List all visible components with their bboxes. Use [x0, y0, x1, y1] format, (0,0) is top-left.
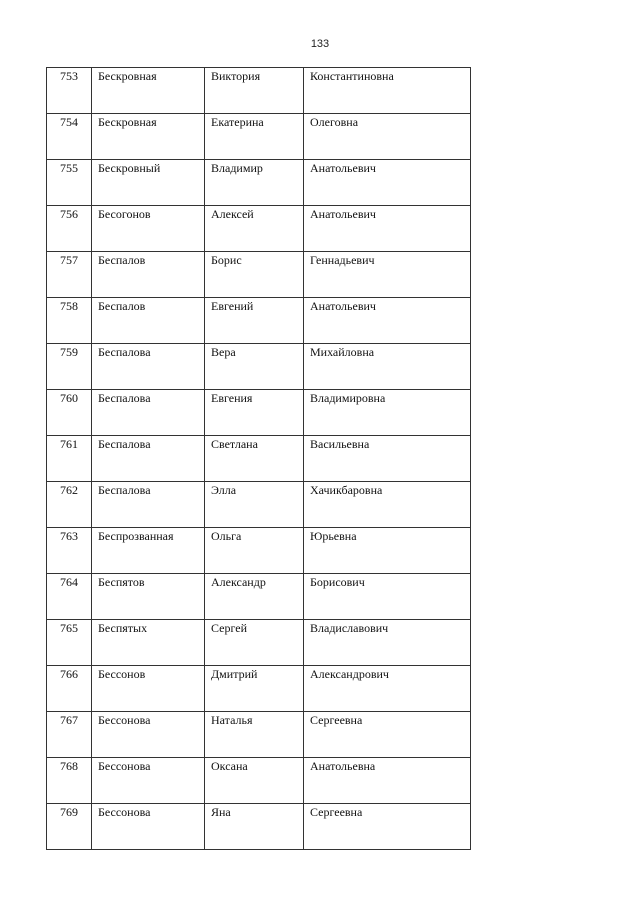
first-name-cell: Екатерина: [205, 114, 304, 160]
first-name-cell: Владимир: [205, 160, 304, 206]
row-number-cell: 768: [47, 758, 92, 804]
row-number-cell: 767: [47, 712, 92, 758]
row-number-cell: 762: [47, 482, 92, 528]
row-number-cell: 766: [47, 666, 92, 712]
table-row: [47, 114, 471, 160]
patronymic-cell: Хачикбаровна: [304, 482, 471, 528]
last-name-cell: Бессонов: [92, 666, 205, 712]
last-name-cell: Бескровный: [92, 160, 205, 206]
first-name-cell: Вера: [205, 344, 304, 390]
row-number-cell: 760: [47, 390, 92, 436]
table-row: [47, 620, 471, 666]
first-name-cell: Алексей: [205, 206, 304, 252]
last-name-cell: Беспалова: [92, 344, 205, 390]
row-number-cell: 757: [47, 252, 92, 298]
page-number: 133: [310, 38, 330, 50]
row-number-cell: 769: [47, 804, 92, 850]
row-number-cell: 763: [47, 528, 92, 574]
table-row: [47, 666, 471, 712]
last-name-cell: Беспалов: [92, 252, 205, 298]
table-row: [47, 390, 471, 436]
patronymic-cell: Анатольевич: [304, 206, 471, 252]
last-name-cell: Беспалова: [92, 436, 205, 482]
table-row: [47, 436, 471, 482]
table-row: [47, 252, 471, 298]
patronymic-cell: Геннадьевич: [304, 252, 471, 298]
first-name-cell: Евгений: [205, 298, 304, 344]
patronymic-cell: Александрович: [304, 666, 471, 712]
last-name-cell: Бессонова: [92, 712, 205, 758]
table-row: [47, 344, 471, 390]
first-name-cell: Ольга: [205, 528, 304, 574]
first-name-cell: Светлана: [205, 436, 304, 482]
row-number-cell: 765: [47, 620, 92, 666]
patronymic-cell: Сергеевна: [304, 712, 471, 758]
last-name-cell: Бескровная: [92, 68, 205, 114]
row-number-cell: 753: [47, 68, 92, 114]
table-row: [47, 528, 471, 574]
patronymic-cell: Юрьевна: [304, 528, 471, 574]
table-row: [47, 758, 471, 804]
table-row: [47, 160, 471, 206]
first-name-cell: Оксана: [205, 758, 304, 804]
patronymic-cell: Анатольевна: [304, 758, 471, 804]
row-number-cell: 764: [47, 574, 92, 620]
row-number-cell: 754: [47, 114, 92, 160]
last-name-cell: Бесогонов: [92, 206, 205, 252]
last-name-cell: Беспятов: [92, 574, 205, 620]
last-name-cell: Бессонова: [92, 758, 205, 804]
table-row: [47, 298, 471, 344]
patronymic-cell: Олеговна: [304, 114, 471, 160]
roster-table-body: [47, 68, 471, 850]
table-row: [47, 482, 471, 528]
last-name-cell: Бескровная: [92, 114, 205, 160]
table-row: [47, 804, 471, 850]
row-number-cell: 756: [47, 206, 92, 252]
row-number-cell: 759: [47, 344, 92, 390]
row-number-cell: 755: [47, 160, 92, 206]
patronymic-cell: Анатольевич: [304, 160, 471, 206]
last-name-cell: Беспалова: [92, 390, 205, 436]
patronymic-cell: Сергеевна: [304, 804, 471, 850]
patronymic-cell: Васильевна: [304, 436, 471, 482]
first-name-cell: Яна: [205, 804, 304, 850]
patronymic-cell: Владиславович: [304, 620, 471, 666]
patronymic-cell: Константиновна: [304, 68, 471, 114]
last-name-cell: Беспалова: [92, 482, 205, 528]
patronymic-cell: Михайловна: [304, 344, 471, 390]
first-name-cell: Виктория: [205, 68, 304, 114]
first-name-cell: Александр: [205, 574, 304, 620]
row-number-cell: 758: [47, 298, 92, 344]
first-name-cell: Евгения: [205, 390, 304, 436]
first-name-cell: Наталья: [205, 712, 304, 758]
roster-table: [46, 67, 471, 850]
table-row: [47, 68, 471, 114]
table-row: [47, 712, 471, 758]
first-name-cell: Сергей: [205, 620, 304, 666]
row-number-cell: 761: [47, 436, 92, 482]
table-row: [47, 206, 471, 252]
first-name-cell: Борис: [205, 252, 304, 298]
last-name-cell: Беспятых: [92, 620, 205, 666]
patronymic-cell: Анатольевич: [304, 298, 471, 344]
first-name-cell: Элла: [205, 482, 304, 528]
last-name-cell: Бессонова: [92, 804, 205, 850]
last-name-cell: Беспрозванная: [92, 528, 205, 574]
table-row: [47, 574, 471, 620]
patronymic-cell: Владимировна: [304, 390, 471, 436]
first-name-cell: Дмитрий: [205, 666, 304, 712]
last-name-cell: Беспалов: [92, 298, 205, 344]
patronymic-cell: Борисович: [304, 574, 471, 620]
